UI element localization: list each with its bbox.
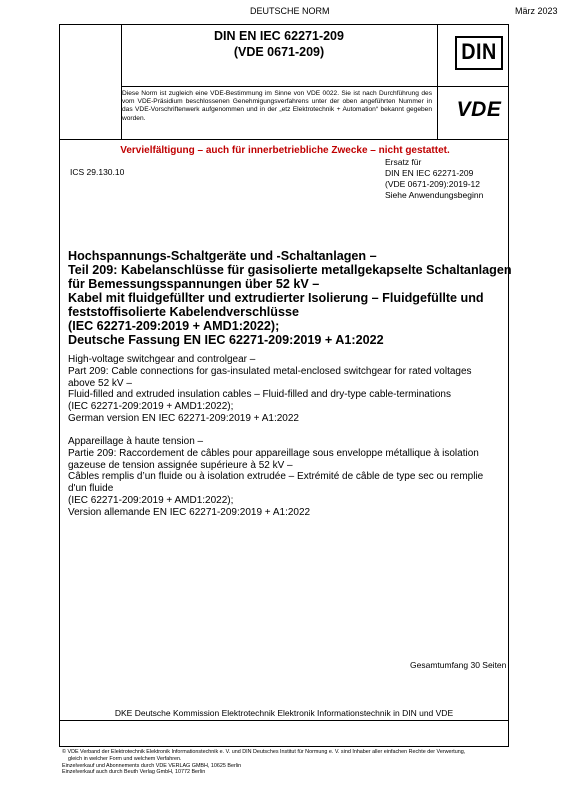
title-french <box>68 436 508 519</box>
vde-number: (VDE 0671-209) <box>233 45 325 59</box>
title-en-line: above 52 kV – <box>68 377 132 389</box>
total-pages: Gesamtumfang 30 Seiten <box>410 660 507 670</box>
footer-line: gleich in welcher Form und welchem Verfahren. <box>68 755 182 762</box>
title-de-line: Hochspannungs-Schaltgeräte und -Schaltanlagen – <box>68 249 377 263</box>
dke-line: DKE Deutsche Kommission Elektrotechnik Elektronik Informationstechnik in DIN und VDE <box>114 708 454 718</box>
vde-notice: Diese Norm ist zugleich eine VDE-Bestimmung im Sinne von VDE 0022. Sie ist nach Durchführung des vom VDE-Präsidium beschlossenen Genehmigungsverfahrens unter der oben angeführten Nummer in das VDE-Vorschriftenwerk aufgenommen und in der „etz Elektrotechnik + Automation“ bekannt gegeben worden. <box>122 90 432 122</box>
title-en-line: German version EN IEC 62271-209:2019 + A1:2022 <box>68 412 299 424</box>
replacement-line: Siehe Anwendungsbeginn <box>385 190 484 200</box>
title-en-line: (IEC 62271-209:2019 + AMD1:2022); <box>68 401 234 413</box>
title-de-line: (IEC 62271-209:2019 + AMD1:2022); <box>68 319 280 333</box>
title-de-line: Kabel mit fluidgefüllter und extrudierter Isolierung – Fluidgefüllte und <box>68 291 484 305</box>
footer-line: Einzelverkauf auch durch Beuth Verlag GmbH, 10772 Berlin <box>62 769 206 776</box>
title-english <box>68 354 508 425</box>
din-logo <box>455 36 503 70</box>
footer-line: Einzelverkauf und Abonnements durch VDE VERLAG GMBH, 10625 Berlin <box>62 762 242 769</box>
replacement-line: (VDE 0671-209):2019-12 <box>385 179 480 189</box>
title-en-line: Fluid-filled and extruded insulation cables – Fluid-filled and dry-type cable-terminations <box>68 389 451 401</box>
title-fr-line: Appareillage à haute tension – <box>68 436 204 447</box>
title-fr-line: (IEC 62271-209:2019 + AMD1:2022); <box>68 494 234 506</box>
title-de-line: Deutsche Fassung EN IEC 62271-209:2019 + A1:2022 <box>68 333 384 347</box>
title-de-line: Teil 209: Kabelanschlüsse für gasisolierte metallgekapselte Schaltanlagen <box>68 263 512 277</box>
designation-block <box>122 28 436 60</box>
title-fr-line: gazeuse de tension assignée supérieure à 52 kV – <box>68 459 293 471</box>
title-fr-line: d'un fluide <box>68 483 114 495</box>
title-en-line: Part 209: Cable connections for gas-insulated metal-enclosed switchgear for rated voltages <box>68 365 472 377</box>
standard-type-label: DEUTSCHE NORM <box>250 6 330 16</box>
ics-code: ICS 29.130.10 <box>70 167 125 177</box>
reproduction-notice: Vervielfältigung – auch für innerbetriebliche Zwecke – nicht gestattet. <box>120 145 450 156</box>
vde-logo: VDE <box>456 98 502 121</box>
title-de-line: für Bemessungsspannungen über 52 kV – <box>68 277 320 291</box>
header-divider <box>121 86 509 87</box>
title-en-line: High-voltage switchgear and controlgear – <box>68 354 256 365</box>
copyright-footer <box>62 749 562 776</box>
title-fr-line: Partie 209: Raccordement de câbles pour appareillage sous enveloppe métallique à isolation <box>68 447 479 459</box>
header-bottom-rule <box>59 139 509 140</box>
replacement-info <box>385 157 483 201</box>
dke-rule <box>59 720 509 721</box>
replacement-line: DIN EN IEC 62271-209 <box>385 168 474 178</box>
title-german <box>68 249 512 347</box>
din-logo-text: DIN <box>461 39 497 64</box>
footer-line: © VDE Verband der Elektrotechnik Elektronik Informationstechnik e. V. und DIN Deutsches Institut für Normung e. V. sind Inhaber aller einfachen Rechte der Verwertung, <box>62 749 466 755</box>
right-column-divider <box>437 24 438 139</box>
standard-number: DIN EN IEC 62271-209 <box>214 29 344 43</box>
title-de-line: feststoffisolierte Kabelendverschlüsse <box>68 305 299 319</box>
replacement-line: Ersatz für <box>385 157 422 167</box>
title-fr-line: Version allemande EN IEC 62271-209:2019 + A1:2022 <box>68 506 311 518</box>
publication-date: März 2023 <box>515 6 558 16</box>
title-fr-line: Câbles remplis d’un fluide ou à isolation extrudée – Extrémité de câble de type sec ou remplie <box>68 471 484 483</box>
